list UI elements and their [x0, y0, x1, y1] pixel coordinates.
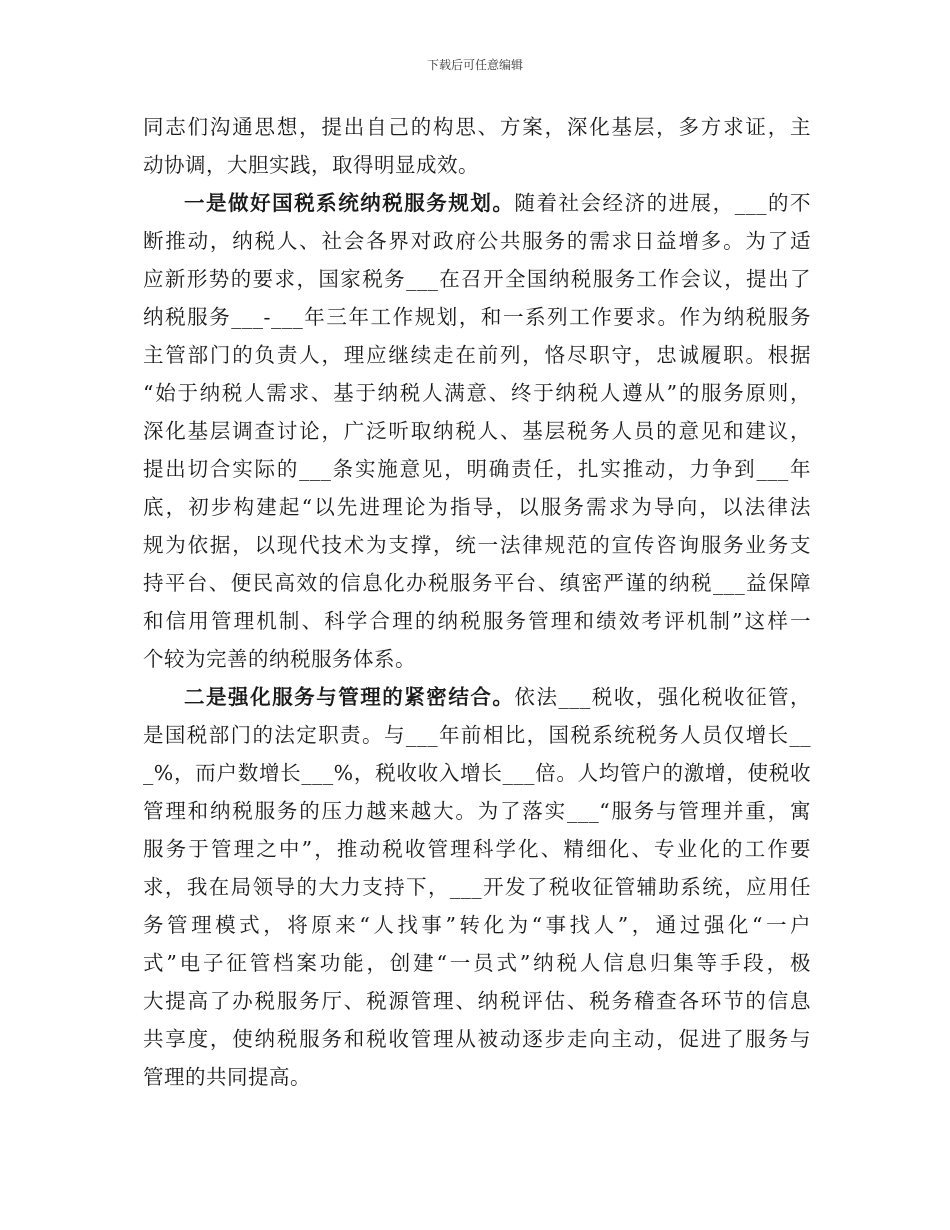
text-line: 底，初步构建起“以先进理论为指导，以服务需求为导向，以法律法 [143, 495, 811, 519]
paragraph-heading: 二是强化服务与管理的紧密结合。 [184, 685, 515, 709]
text-line: 和信用管理机制、科学合理的纳税服务管理和绩效考评机制”这样一 [143, 609, 811, 633]
text-line: 共享度，使纳税服务和税收管理从被动逐步走向主动，促进了服务与 [143, 1027, 811, 1051]
paragraph [143, 678, 811, 1096]
text-line: 应新形势的要求，国家税务___在召开全国纳税服务工作会议，提出了 [143, 267, 811, 291]
paragraph [143, 108, 811, 184]
text-line: 是国税部门的法定职责。与___年前相比，国税系统税务人员仅增长__ [143, 723, 811, 747]
text-line: 同志们沟通思想，提出自己的构思、方案，深化基层，多方求证，主 [143, 115, 811, 139]
text-line: _%，而户数增长___%，税收收入增长___倍。人均管户的激增，使税收 [143, 761, 811, 785]
text-line: 管理和纳税服务的压力越来越大。为了落实___“服务与管理并重，寓 [143, 799, 811, 823]
text-line: 提出切合实际的___条实施意见，明确责任，扎实推动，力争到___年 [143, 457, 811, 481]
text-line [143, 184, 811, 222]
text-line: 动协调，大胆实践，取得明显成效。 [143, 153, 479, 177]
text-line: 大提高了办税服务厅、税源管理、纳税评估、税务稽查各环节的信息 [143, 989, 811, 1013]
text-line: 服务于管理之中”，推动税收管理科学化、精细化、专业化的工作要 [143, 837, 811, 861]
text-line: 管理的共同提高。 [143, 1065, 311, 1089]
text-line: 深化基层调查讨论，广泛听取纳税人、基层税务人员的意见和建议， [143, 419, 811, 443]
text-line: 求，我在局领导的大力支持下，___开发了税收征管辅助系统，应用任 [143, 875, 811, 899]
text-line: 主管部门的负责人，理应继续走在前列，恪尽职守，忠诚履职。根据 [143, 343, 811, 367]
text-line [143, 678, 811, 716]
page-header: 下载后可任意编辑 [426, 58, 523, 72]
text-line: 纳税服务___-___年三年工作规划，和一系列工作要求。作为纳税服务 [143, 305, 811, 329]
text-run: 依法___税收，强化税收征管， [514, 685, 812, 709]
paragraph [143, 184, 811, 678]
text-line: 规为依据，以现代技术为支撑，统一法律规范的宣传咨询服务业务支 [143, 533, 811, 557]
text-line: 式”电子征管档案功能，创建“一员式”纳税人信息归集等手段，极 [143, 951, 811, 975]
text-line: 断推动，纳税人、社会各界对政府公共服务的需求日益增多。为了适 [143, 229, 811, 253]
document-body [143, 108, 811, 1096]
text-line: 务管理模式，将原来“人找事”转化为“事找人”，通过强化“一户 [143, 913, 811, 937]
text-run: 随着社会经济的进展，___的不 [514, 191, 812, 215]
text-line: 个较为完善的纳税服务体系。 [143, 647, 416, 671]
text-line: “始于纳税人需求、基于纳税人满意、终于纳税人遵从”的服务原则， [143, 381, 811, 405]
text-line: 持平台、便民高效的信息化办税服务平台、缜密严谨的纳税___益保障 [143, 571, 811, 595]
paragraph-heading: 一是做好国税系统纳税服务规划。 [184, 191, 515, 215]
